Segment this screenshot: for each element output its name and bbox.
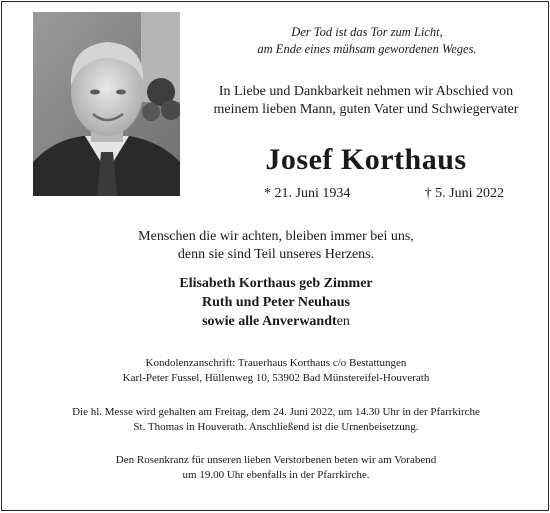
- obituary-notice: [1, 1, 549, 511]
- deceased-name: Josef Korthaus: [265, 143, 467, 176]
- motto-verse: [202, 24, 532, 58]
- portrait-photo: [33, 12, 180, 196]
- farewell-intro: [187, 83, 545, 119]
- mourner-name: Ruth und Peter Neuhaus: [202, 295, 350, 310]
- birth-date: * 21. Juni 1934: [264, 186, 351, 201]
- intro-line: meinem lieben Mann, guten Vater und Schwiegervater: [213, 102, 519, 117]
- mourners-list: [2, 274, 550, 331]
- funeral-service-info: [2, 405, 550, 435]
- mourner-name: Elisabeth Korthaus geb Zimmer: [179, 276, 373, 291]
- address-line: Karl-Peter Fussel, Hüllenweg 10, 53902 Bad Münstereifel-Houverath: [122, 372, 430, 384]
- intro-line: In Liebe und Dankbarkeit nehmen wir Abschied von: [218, 84, 514, 99]
- address-line: Kondolenzanschrift: Trauerhaus Korthaus c/o Bestattungen: [145, 357, 407, 369]
- rosary-line: Den Rosenkranz für unseren lieben Verstorbenen beten wir am Vorabend: [115, 454, 437, 466]
- rosary-line: um 19.00 Uhr ebenfalls in der Pfarrkirche.: [182, 469, 370, 481]
- death-date: † 5. Juni 2022: [424, 186, 504, 201]
- quote-line: Menschen die wir achten, bleiben immer bei uns,: [138, 229, 414, 244]
- relatives-tail: en: [336, 314, 350, 329]
- condolence-address: [2, 356, 550, 386]
- motto-line: Der Tod ist das Tor zum Licht,: [291, 25, 443, 39]
- rosary-info: [2, 453, 550, 483]
- motto-line: am Ende eines mühsam gewordenen Weges.: [257, 42, 477, 56]
- quote-line: denn sie sind Teil unseres Herzens.: [177, 247, 375, 262]
- mourner-relatives: [2, 312, 550, 331]
- service-line: St. Thomas in Houverath. Anschließend ist die Urnenbeisetzung.: [133, 421, 419, 433]
- memorial-quote: [2, 228, 550, 264]
- service-line: Die hl. Messe wird gehalten am Freitag, dem 24. Juni 2022, um 14.30 Uhr in der Pfarrkirche: [72, 406, 480, 418]
- relatives-text: sowie alle Anverwandt: [202, 314, 337, 329]
